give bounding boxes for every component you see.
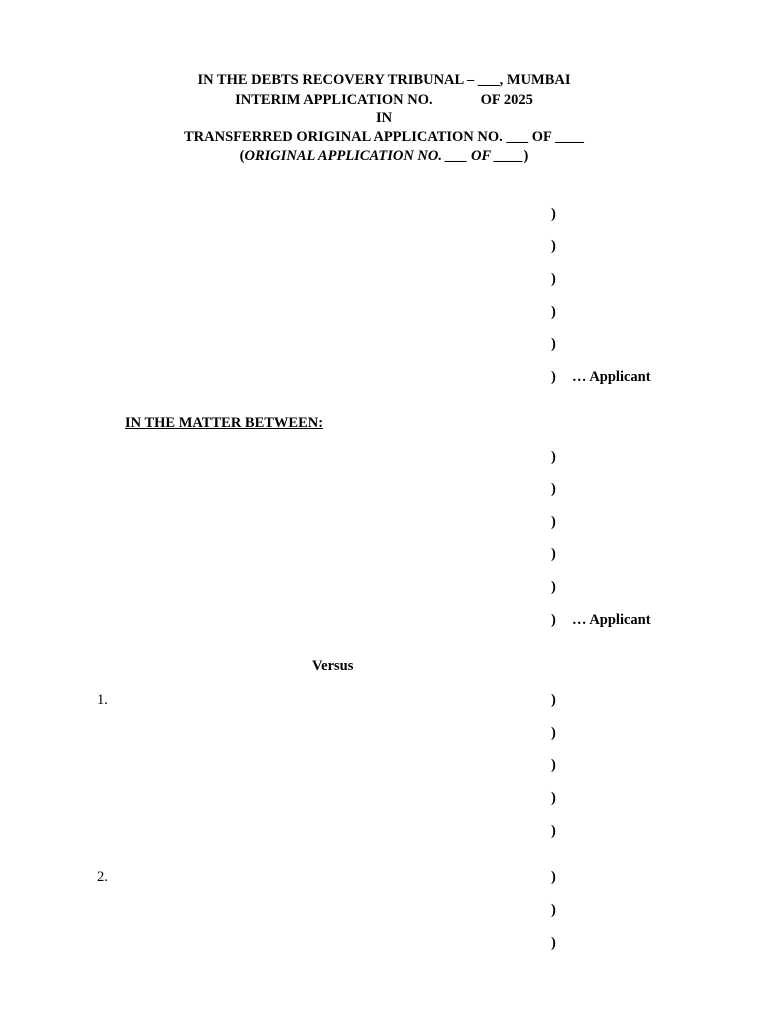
paren-marker: ) (551, 481, 556, 497)
paren-marker: ) (551, 304, 556, 320)
matter-between-heading: IN THE MATTER BETWEEN: (125, 415, 324, 431)
interim-application-year: OF 2025 (480, 92, 533, 108)
oa-close-paren: ) (523, 148, 529, 164)
interim-application-label: INTERIM APPLICATION NO. (235, 92, 433, 108)
paren-marker: ) (551, 692, 556, 708)
paren-marker: ) (551, 902, 556, 918)
respondent-number-1: 1. (97, 692, 108, 708)
oa-italic-text: ORIGINAL APPLICATION NO. ___ OF ____ (244, 148, 524, 164)
paren-marker: ) (551, 823, 556, 839)
paren-marker: ) (551, 336, 556, 352)
applicant-label: … Applicant (572, 612, 651, 628)
interim-application-line (0, 92, 768, 109)
paren-marker: ) (551, 238, 556, 254)
versus-heading: Versus (312, 658, 354, 674)
paren-marker: ) (551, 579, 556, 595)
in-connector: IN (375, 110, 393, 126)
original-application-line (0, 148, 768, 165)
oa-open-paren: ( (239, 148, 245, 164)
paren-marker: ) (551, 612, 556, 628)
paren-marker: ) (551, 935, 556, 951)
paren-marker: ) (551, 514, 556, 530)
paren-marker: ) (551, 725, 556, 741)
paren-marker: ) (551, 271, 556, 287)
paren-marker: ) (551, 790, 556, 806)
paren-marker: ) (551, 546, 556, 562)
respondent-number-2: 2. (97, 869, 108, 885)
paren-marker: ) (551, 869, 556, 885)
paren-marker: ) (551, 757, 556, 773)
transferred-oa-line: TRANSFERRED ORIGINAL APPLICATION NO. ___ OF ____ (184, 129, 584, 145)
paren-marker: ) (551, 449, 556, 465)
paren-marker: ) (551, 369, 556, 385)
applicant-label: … Applicant (572, 369, 651, 385)
tribunal-heading: IN THE DEBTS RECOVERY TRIBUNAL – ___, MUMBAI (197, 72, 571, 88)
paren-marker: ) (551, 206, 556, 222)
